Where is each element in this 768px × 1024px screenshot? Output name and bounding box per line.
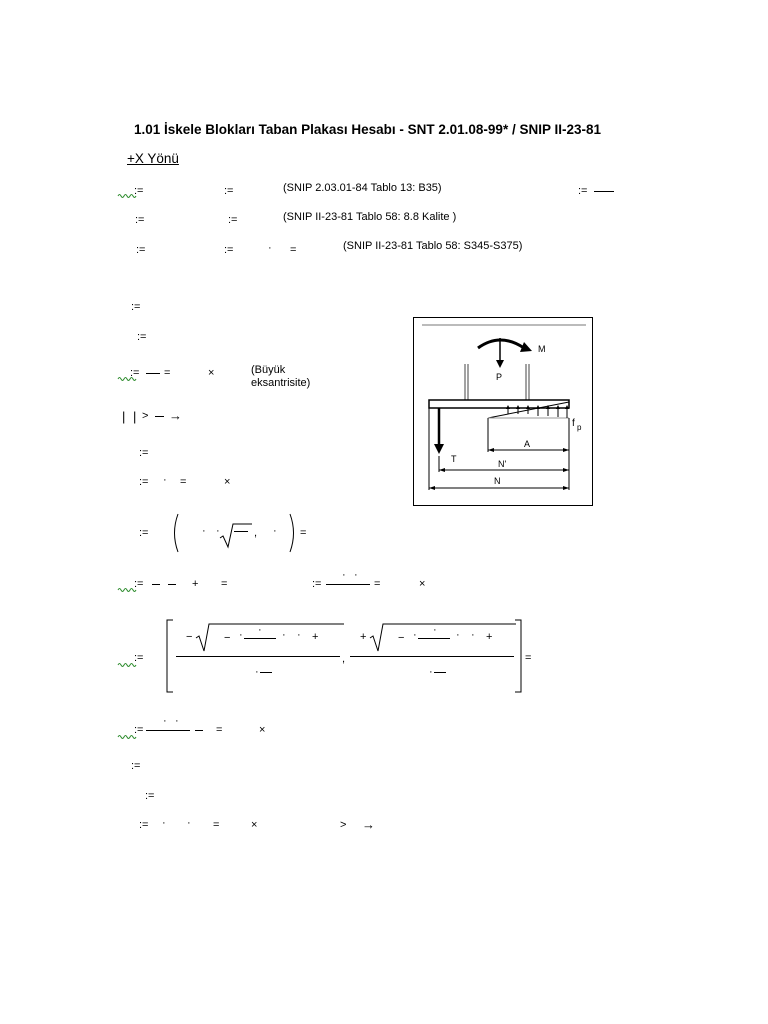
- sqrt-icon: [370, 622, 516, 652]
- dot-operator: ·: [163, 474, 167, 486]
- dot-operator: ·: [187, 817, 191, 829]
- assign-symbol: :=: [137, 331, 147, 343]
- dot-operator: ·: [413, 629, 417, 641]
- assign-symbol: :=: [131, 760, 141, 772]
- figure-label-n: N: [494, 476, 501, 486]
- equals-symbol: =: [164, 367, 171, 379]
- fraction-bar: [244, 638, 276, 639]
- fraction-bar: [594, 191, 614, 192]
- arrow-icon: →: [169, 408, 182, 423]
- assign-symbol: :=: [224, 244, 234, 256]
- fraction-bar: [350, 656, 514, 657]
- fraction-bar: [168, 584, 176, 585]
- sqrt-icon: [220, 522, 252, 548]
- figure-label-a: A: [524, 439, 531, 449]
- fraction-bar: [326, 584, 370, 585]
- equals-symbol: =: [290, 244, 297, 256]
- fraction-bar: [176, 656, 340, 657]
- fraction-bar: [434, 672, 446, 673]
- page-title: 1.01 İskele Blokları Taban Plakası Hesabı - SNT 2.01.08-99* / SNIP II-23-81: [134, 122, 601, 137]
- equals-symbol: =: [221, 578, 228, 590]
- minus-symbol: −: [398, 632, 405, 644]
- assign-symbol: :=: [228, 214, 238, 226]
- dot-operator: ·: [268, 242, 272, 254]
- abs-bar-left: |: [122, 409, 126, 424]
- dot-operator: ·: [258, 624, 262, 636]
- fraction-bar: [146, 730, 190, 731]
- figure-label-n-prime: N': [498, 459, 507, 469]
- times-symbol: ×: [224, 476, 231, 488]
- dot-operator: ·: [162, 817, 166, 829]
- equals-symbol: =: [525, 652, 532, 664]
- figure-label-pressure: f: [572, 418, 575, 429]
- paren-left: [170, 513, 180, 553]
- fraction-bar: [418, 638, 450, 639]
- assign-symbol: :=: [224, 185, 234, 197]
- assign-symbol: :=: [312, 578, 322, 590]
- comma-symbol: ,: [254, 527, 258, 539]
- eccentricity-note-line1: (Büyük: [251, 364, 286, 376]
- dot-operator: ·: [282, 629, 286, 641]
- times-symbol: ×: [419, 578, 426, 590]
- assign-symbol: :=: [139, 476, 149, 488]
- times-symbol: ×: [251, 819, 258, 831]
- concrete-reference: (SNIP 2.03.01-84 Tablo 13: B35): [283, 182, 442, 194]
- dot-operator: ·: [342, 569, 346, 581]
- bolt-reference: (SNIP II-23-81 Tablo 58: 8.8 Kalite ): [283, 211, 457, 223]
- plus-symbol: +: [486, 631, 493, 643]
- minus-symbol: −: [224, 632, 231, 644]
- greater-symbol: >: [142, 410, 149, 422]
- assign-symbol: :=: [134, 652, 144, 664]
- assign-symbol: :=: [139, 447, 149, 459]
- dot-operator: ·: [433, 624, 437, 636]
- fraction-bar: [195, 730, 203, 731]
- sqrt-icon: [196, 622, 344, 652]
- figure-label-axial: P: [496, 372, 503, 382]
- bracket-left: [166, 620, 174, 692]
- dot-operator: ·: [239, 629, 243, 641]
- dot-operator: ·: [273, 525, 277, 537]
- figure-label-pressure-sub: p: [577, 423, 582, 432]
- assign-symbol: :=: [130, 367, 140, 379]
- assign-symbol: :=: [135, 214, 145, 226]
- dot-operator: ·: [297, 629, 301, 641]
- assign-symbol: :=: [134, 578, 144, 590]
- figure-label-moment: M: [538, 344, 546, 354]
- assign-symbol: :=: [131, 301, 141, 313]
- equals-symbol: =: [180, 476, 187, 488]
- assign-symbol: :=: [134, 185, 144, 197]
- assign-symbol: :=: [136, 244, 146, 256]
- fraction-bar: [146, 373, 160, 374]
- base-plate-diagram: [414, 318, 592, 505]
- equals-symbol: =: [300, 527, 307, 539]
- equals-symbol: =: [216, 724, 223, 736]
- times-symbol: ×: [208, 367, 215, 379]
- figure-label-tension: T: [451, 454, 457, 464]
- direction-heading: +X Yönü: [127, 151, 179, 166]
- fraction-bar: [152, 584, 160, 585]
- fraction-bar: [234, 531, 248, 532]
- dot-operator: ·: [163, 715, 167, 727]
- paren-right: [288, 513, 298, 553]
- assign-symbol: :=: [578, 185, 588, 197]
- fraction-bar: [155, 416, 164, 417]
- assign-symbol: :=: [134, 724, 144, 736]
- dot-operator: ·: [471, 629, 475, 641]
- arrow-icon: →: [362, 817, 375, 832]
- dot-operator: ·: [429, 666, 433, 678]
- plus-symbol: +: [360, 631, 367, 643]
- base-plate-figure: [413, 317, 593, 506]
- equals-symbol: =: [374, 578, 381, 590]
- dot-operator: ·: [456, 629, 460, 641]
- dot-operator: ·: [202, 525, 206, 537]
- equals-symbol: =: [213, 819, 220, 831]
- greater-symbol: >: [340, 819, 347, 831]
- abs-bar-right: |: [133, 409, 137, 424]
- times-symbol: ×: [259, 724, 266, 736]
- minus-symbol: −: [186, 631, 193, 643]
- eccentricity-note-line2: eksantrisite): [251, 377, 311, 389]
- bracket-right: [514, 620, 522, 692]
- assign-symbol: :=: [139, 527, 149, 539]
- dot-operator: ·: [354, 569, 358, 581]
- assign-symbol: :=: [145, 790, 155, 802]
- plus-symbol: +: [192, 578, 199, 590]
- dot-operator: ·: [175, 715, 179, 727]
- dot-operator: ·: [255, 666, 259, 678]
- dot-operator: ·: [216, 525, 220, 537]
- comma-symbol: ,: [342, 653, 346, 665]
- steel-reference: (SNIP II-23-81 Tablo 58: S345-S375): [343, 240, 523, 252]
- assign-symbol: :=: [139, 819, 149, 831]
- plus-symbol: +: [312, 631, 319, 643]
- fraction-bar: [260, 672, 272, 673]
